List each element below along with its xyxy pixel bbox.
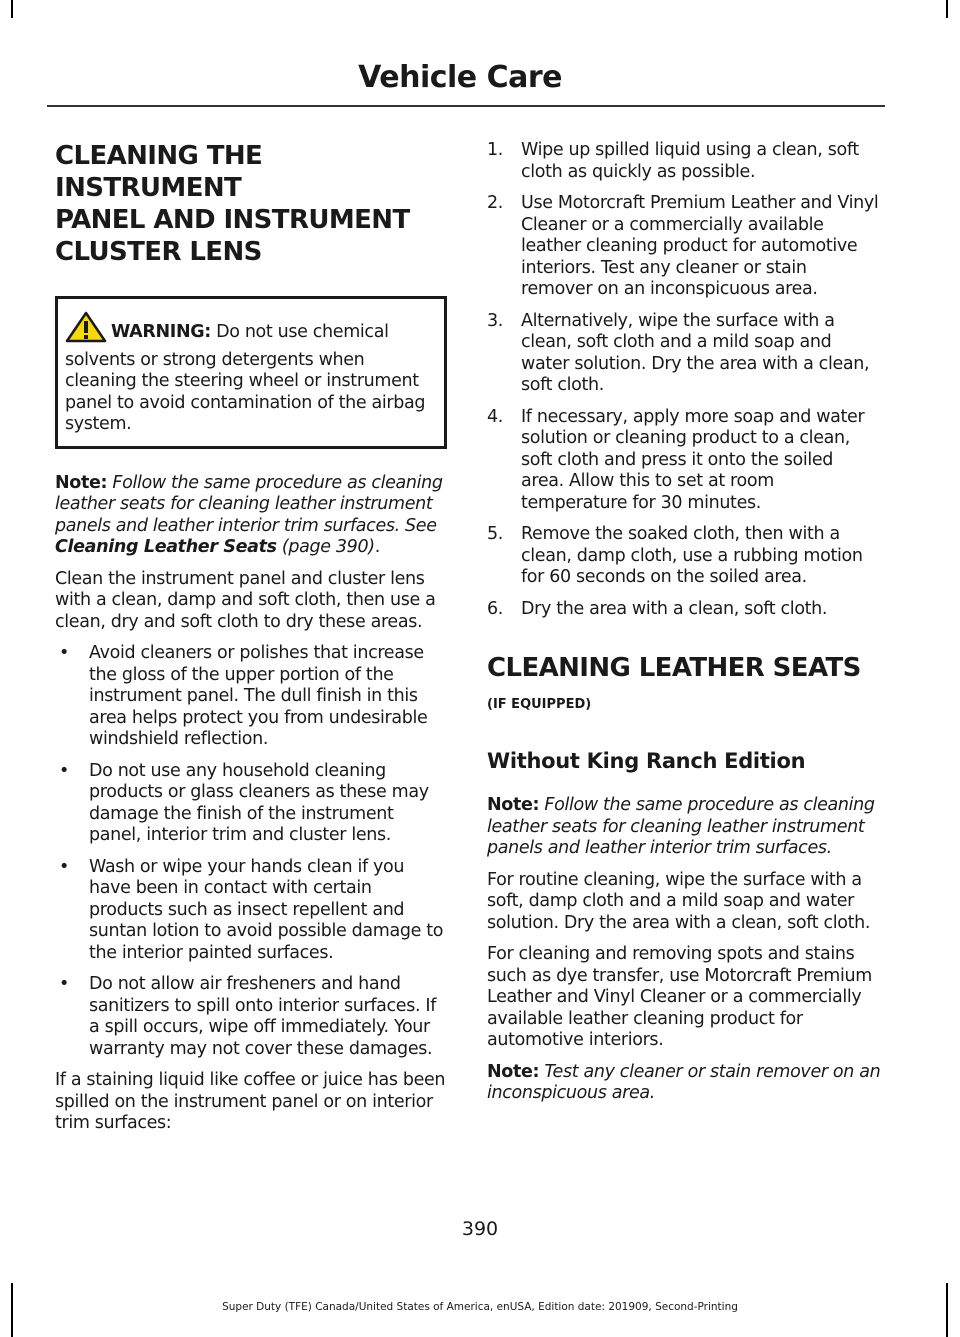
header-divider (47, 105, 885, 107)
step-item (487, 193, 881, 301)
warning-text: Do not use chemical solvents or strong detergents when cleaning the steering wheel or instrument panel to avoid contamination of the airbag system. (65, 322, 426, 434)
closing-paragraph: If a staining liquid like coffee or juice has been spilled on the instrument panel or on interior trim surfaces: (55, 1070, 446, 1133)
note-text: Follow the same procedure as cleaning leather seats for cleaning leather instrument panels and leather interior trim surfaces. (487, 795, 875, 858)
section-heading-instrument-panel (55, 140, 447, 268)
step-text: Dry the area with a clean, soft cloth. (521, 598, 828, 619)
step-number: 6. (487, 598, 503, 619)
step-number: 2. (487, 193, 503, 213)
step-item (487, 407, 881, 515)
note-paragraph (487, 795, 881, 860)
warning-triangle-icon (65, 311, 107, 350)
body-paragraph: For routine cleaning, wipe the surface with a soft, damp cloth and a mild soap and water solution. Dry the area with a clean, soft cloth. (487, 869, 871, 933)
step-text: Wipe up spilled liquid using a clean, soft cloth as quickly as possible. (521, 140, 859, 182)
heading-line: PANEL AND INSTRUMENT (55, 205, 410, 235)
body-paragraph: For cleaning and removing spots and stains such as dye transfer, use Motorcraft Premium Leather and Vinyl Cleaner or a commercially available leather cleaning product for automotive interiors. (487, 944, 872, 1050)
step-item (487, 599, 881, 621)
note-text: Follow the same procedure as cleaning leather seats for cleaning leather instrument panels and leather interior trim surfaces. See (55, 472, 443, 536)
note-label: Note: (487, 795, 540, 815)
step-number: 3. (487, 310, 503, 331)
step-item (487, 524, 881, 589)
note-paragraph (487, 1062, 881, 1105)
section-heading-leather-seats (487, 652, 881, 721)
note-text: Test any cleaner or stain remover on an inconspicuous area. (487, 1061, 881, 1103)
heading-text: CLEANING LEATHER SEATS (487, 653, 861, 683)
note-paragraph (55, 473, 447, 559)
step-number: 5. (487, 524, 503, 544)
numbered-steps (487, 140, 881, 620)
step-text: Remove the soaked cloth, then with a clean, damp cloth, use a rubbing motion for 60 seconds on the soiled area. (521, 524, 863, 587)
step-text: Alternatively, wipe the surface with a clean, soft cloth and a mild soap and water solution. Dry the area with a clean, soft cloth. (521, 310, 870, 395)
note-label: Note: (487, 1061, 540, 1082)
bullet-icon: • (59, 974, 69, 994)
list-item-text: Do not allow air fresheners and hand sanitizers to spill onto interior surfaces. If a spill occurs, wipe off immediately. Your warranty may not cover these damages. (89, 974, 437, 1059)
list-item (55, 761, 447, 847)
warning-box (55, 296, 447, 449)
step-item (487, 311, 881, 397)
bullet-list (55, 643, 447, 1060)
page-header-title: Vehicle Care (358, 60, 562, 95)
list-item (55, 643, 447, 751)
crop-mark (946, 0, 948, 18)
footer-text: Super Duty (TFE) Canada/United States of America, enUSA, Edition date: 201909, Second-Printing (222, 1301, 738, 1313)
bullet-icon: • (59, 856, 69, 877)
note-end: . (374, 537, 380, 557)
step-text: If necessary, apply more soap and water solution or cleaning product to a clean, soft cloth and press it onto the soiled area. Allow this to set at room temperature for 30 minutes. (521, 406, 865, 513)
bullet-icon: • (59, 643, 69, 663)
list-item-text: Wash or wipe your hands clean if you have been in contact with certain products such as insect repellent and suntan lotion to avoid possible damage to the interior painted surfaces. (89, 856, 444, 963)
bullet-icon: • (59, 760, 69, 781)
step-number: 4. (487, 406, 503, 427)
step-item (487, 140, 881, 183)
intro-paragraph: Clean the instrument panel and cluster lens with a clean, damp and soft cloth, then use a clean, dry and soft cloth to dry these areas. (55, 568, 436, 632)
list-item-text: Avoid cleaners or polishes that increase the gloss of the upper portion of the instrument panel. The dull finish in this area helps protect you from undesirable windshield reflection. (89, 643, 428, 749)
heading-qualifier: (IF EQUIPPED) (487, 697, 592, 712)
crop-mark (11, 0, 13, 18)
page-number: 390 (461, 1218, 499, 1240)
cross-reference-link[interactable]: Cleaning Leather Seats (55, 537, 277, 557)
list-item (55, 857, 447, 965)
list-item-text: Do not use any household cleaning products or glass cleaners as these may damage the finish of the instrument panel, interior trim and cluster lens. (89, 760, 429, 845)
subheading: Without King Ranch Edition (487, 749, 806, 773)
page-reference: (page 390) (281, 537, 375, 557)
heading-line: CLEANING THE INSTRUMENT (55, 141, 263, 203)
list-item (55, 974, 447, 1060)
step-text: Use Motorcraft Premium Leather and Vinyl Cleaner or a commercially available leather cleaning product for automotive interiors. Test any cleaner or stain remover on an inconspicuous area. (521, 193, 879, 299)
heading-line: CLUSTER LENS (55, 237, 262, 267)
right-column (487, 140, 881, 1115)
step-number: 1. (487, 140, 503, 160)
note-label: Note: (55, 472, 108, 493)
left-column (55, 140, 447, 1145)
warning-label: WARNING: (111, 322, 211, 342)
